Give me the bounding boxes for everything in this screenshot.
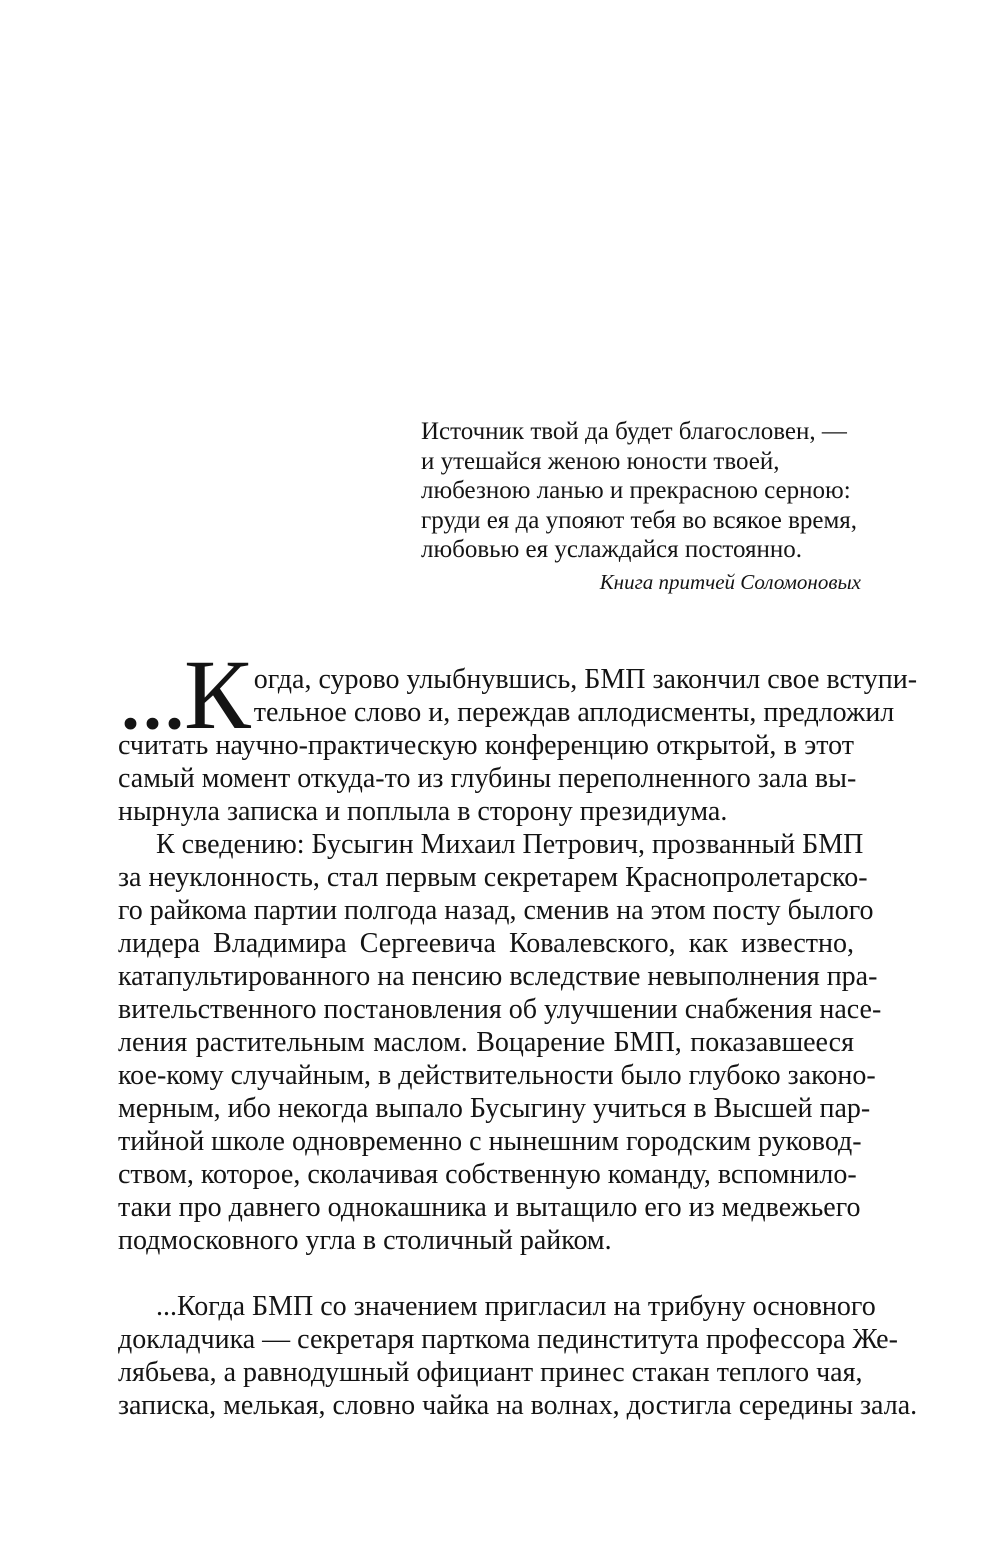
text-line: ления растительным маслом. Воцарение БМП, показавшееся [118, 1027, 854, 1058]
text-line: тийной школе одновременно с нынешним городским руковод- [118, 1126, 862, 1157]
text-line: ...Когда БМП со значением пригласил на трибуну основного [156, 1291, 876, 1322]
text-line: катапультированного на пенсию вследствие невыполнения пра- [118, 961, 878, 992]
epigraph-line: и утешайся женою юности твоей, [421, 447, 780, 475]
text-line: подмосковного угла в столичный райком. [118, 1225, 612, 1256]
text-line: огда, сурово улыбнувшись, БМП закончил свое вступи- [253, 664, 918, 695]
epigraph-line: груди ея да упояют тебя во всякое время, [421, 506, 858, 534]
chapter-body [118, 639, 918, 1422]
text-line: ством, которое, сколачивая собственную команду, вспомнило- [118, 1159, 857, 1190]
paragraph-3 [118, 1290, 918, 1422]
section-break [118, 1257, 854, 1290]
text-line: лидера Владимира Сергеевича Ковалевского, как известно, [118, 928, 854, 959]
text-line: К сведению: Бусыгин Михаил Петрович, прозванный БМП [156, 829, 864, 860]
paragraph-1 [118, 639, 918, 828]
text-line: мерным, ибо некогда выпало Бусыгину учиться в Высшей пар- [118, 1093, 871, 1124]
drop-cap: ...К [118, 639, 248, 750]
text-line: кое-кому случайным, в действительности было глубоко законо- [118, 1060, 876, 1091]
paragraph-2 [118, 828, 882, 1257]
text-line: нырнула записка и поплыла в сторону президиума. [118, 796, 728, 827]
text-line: считать научно-практическую конференцию открытой, в этот [118, 730, 854, 761]
text-line: го райкома партии полгода назад, сменив на этом посту былого [118, 895, 874, 926]
epigraph-line: любезною ланью и прекрасною серною: [421, 477, 851, 505]
epigraph-line: Источник твой да будет благословен, — [421, 418, 847, 445]
text-line: за неуклонность, стал первым секретарем Краснопролетарско- [118, 862, 868, 893]
text-line: таки про давнего однокашника и вытащило его из медвежьего [118, 1192, 861, 1223]
text-line: тельное слово и, переждав аплодисменты, предложил [253, 697, 895, 728]
epigraph [421, 417, 861, 595]
text-line: лябьева, а равнодушный официант принес стакан теплого чая, [118, 1357, 863, 1388]
epigraph-line: любовью ея услаждайся постоянно. [421, 536, 803, 564]
epigraph-source: Книга притчей Соломоновых [599, 569, 861, 594]
text-line: самый момент откуда-то из глубины переполненного зала вы- [118, 763, 857, 794]
text-line: записка, мелькая, словно чайка на волнах, достигла середины зала. [118, 1390, 918, 1421]
text-line: докладчика — секретаря парткома пединститута профессора Же- [118, 1324, 898, 1355]
text-line: вительственного постановления об улучшении снабжения насе- [118, 994, 882, 1025]
